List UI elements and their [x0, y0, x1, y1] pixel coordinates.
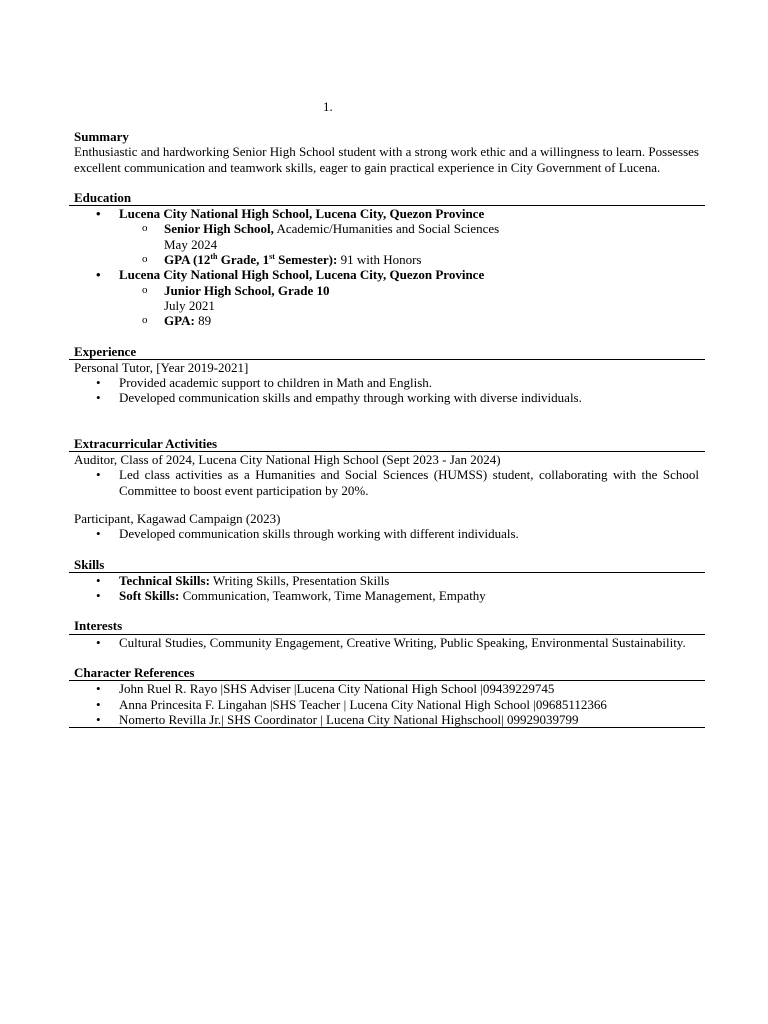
program-label: Junior High School, Grade 10: [164, 282, 330, 298]
program-date: May 2024: [164, 236, 218, 252]
bullet-icon: •: [96, 267, 101, 283]
skill-value: Writing Skills, Presentation Skills: [209, 572, 390, 588]
section-divider: [69, 727, 705, 728]
summary-text: Enthusiastic and hardworking Senior High School student with a strong work ethic and a willingness to learn. Possesses excellent communication and teamwork skills, eager to gain practical experience in City Government of Lucena.: [74, 144, 699, 175]
page-number: 1.: [323, 99, 333, 114]
section-title-extracurricular: Extracurricular Activities: [74, 435, 218, 451]
skill-value: Communication, Teamwork, Time Management, Empathy: [179, 588, 486, 604]
sub-bullet-icon: o: [142, 222, 148, 235]
experience-role: Personal Tutor, [Year 2019-2021]: [74, 359, 249, 375]
list-item: [74, 573, 699, 588]
reference-text: Anna Princesita F. Lingahan |SHS Teacher | Lucena City National High School |09685112366: [119, 696, 607, 712]
sub-bullet-icon: o: [142, 253, 148, 266]
section-title-summary: Summary: [74, 129, 129, 144]
list-item: [74, 206, 699, 221]
experience-section: [74, 344, 699, 406]
experience-bullet-text: Provided academic support to children in Math and English.: [119, 375, 433, 391]
list-item: [74, 526, 699, 541]
list-item: [74, 221, 699, 252]
list-item: [74, 375, 699, 390]
section-title-education: Education: [74, 189, 132, 205]
bullet-icon: •: [96, 588, 101, 604]
education-section: [74, 190, 699, 329]
school-name: Lucena City National High School, Lucena City, Quezon Province: [119, 206, 485, 222]
bullet-icon: •: [96, 634, 101, 650]
references-section: [74, 665, 699, 728]
bullet-icon: •: [96, 390, 101, 406]
section-title-skills: Skills: [74, 556, 105, 572]
section-title-interests: Interests: [74, 618, 123, 634]
sub-bullet-icon: o: [142, 283, 148, 296]
skills-section: [74, 557, 699, 604]
program-strand: Academic/Humanities and Social Sciences: [273, 221, 500, 237]
bullet-icon: •: [96, 681, 101, 697]
summary-section: [74, 129, 699, 175]
extracurricular-list: [74, 467, 699, 498]
list-item: [74, 283, 699, 314]
reference-text: Nomerto Revilla Jr.| SHS Coordinator | Lucena City National Highschool| 09929039799: [119, 711, 579, 727]
extracurricular-list: [74, 526, 699, 541]
bullet-icon: •: [96, 696, 101, 712]
section-title-experience: Experience: [74, 343, 137, 359]
references-list: [74, 681, 699, 727]
interests-text: Cultural Studies, Community Engagement, Creative Writing, Public Speaking, Environmental Sustainability.: [119, 634, 686, 650]
extracurricular-bullet-text: Led class activities as a Humanities and Social Sciences (HUMSS) student, collaborating with the School Committee to boost event participation by 20%.: [119, 467, 699, 498]
program-label: Senior High School,: [164, 221, 274, 237]
bullet-icon: •: [96, 526, 101, 542]
gpa-value: 89: [194, 313, 212, 329]
sub-bullet-icon: o: [142, 314, 148, 327]
list-item: [74, 252, 699, 267]
experience-list: [74, 375, 699, 406]
extracurricular-bullet-text: Developed communication skills through working with different individuals.: [119, 526, 519, 542]
interests-section: [74, 618, 699, 650]
extracurricular-role: Auditor, Class of 2024, Lucena City National High School (Sept 2023 - Jan 2024): [74, 452, 501, 468]
section-title-references: Character References: [74, 665, 195, 681]
resume-content: [74, 129, 699, 728]
list-item: [74, 588, 699, 603]
list-item: [74, 681, 699, 696]
education-list: [74, 206, 699, 328]
bullet-icon: •: [96, 572, 101, 588]
skill-label: Soft Skills:: [119, 588, 180, 604]
list-item: [74, 267, 699, 282]
gpa-label: GPA:: [164, 313, 195, 329]
experience-bullet-text: Developed communication skills and empathy through working with diverse individuals.: [119, 390, 582, 406]
list-item: [74, 697, 699, 712]
bullet-icon: •: [96, 711, 101, 727]
interests-list: [74, 635, 699, 650]
list-item: [74, 390, 699, 405]
extracurricular-role: Participant, Kagawad Campaign (2023): [74, 510, 281, 526]
list-item: [74, 467, 699, 498]
skills-list: [74, 573, 699, 604]
program-date: July 2021: [164, 297, 215, 313]
reference-text: John Ruel R. Rayo |SHS Adviser |Lucena City National High School |09439229745: [119, 681, 555, 697]
bullet-icon: •: [96, 375, 101, 391]
gpa-label: GPA (12th Grade, 1st Semester):: [164, 252, 338, 268]
list-item: [74, 712, 699, 727]
bullet-icon: •: [96, 206, 101, 222]
list-item: [74, 635, 699, 650]
gpa-value: 91 with Honors: [337, 252, 422, 268]
list-item: [74, 313, 699, 328]
bullet-icon: •: [96, 467, 101, 483]
school-name: Lucena City National High School, Lucena City, Quezon Province: [119, 267, 485, 283]
extracurricular-section: [74, 436, 699, 542]
skill-label: Technical Skills:: [119, 572, 210, 588]
